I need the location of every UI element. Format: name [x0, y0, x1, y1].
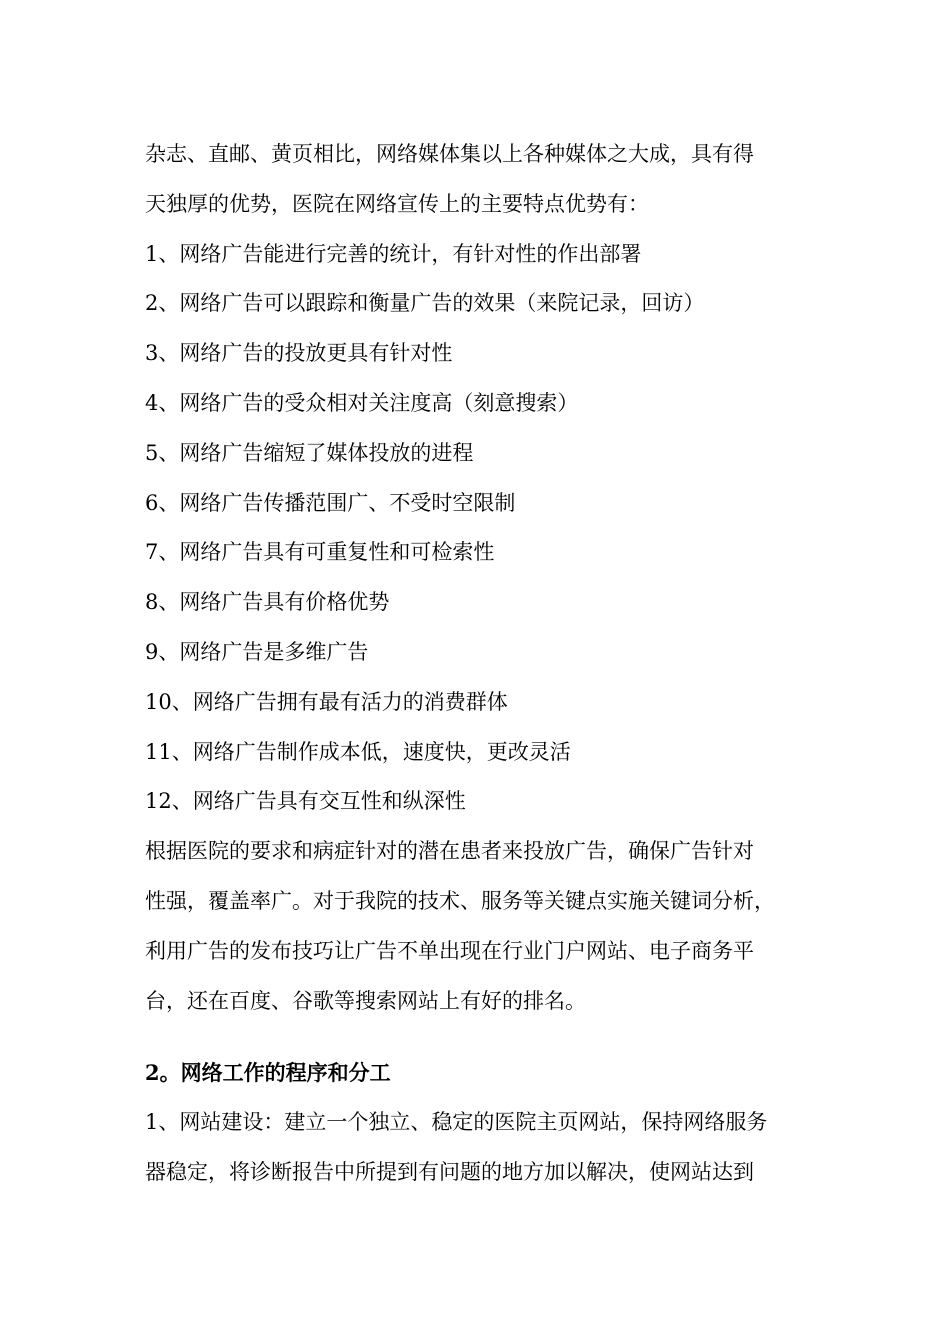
list-item: 7、网络广告具有可重复性和可检索性	[145, 540, 495, 565]
list-item: 3、网络广告的投放更具有针对性	[145, 341, 453, 366]
advantages-list	[145, 230, 835, 828]
text-line: 利用广告的发布技巧让广告不单出现在行业门户网站、电子商务平	[145, 938, 754, 963]
document-body	[145, 130, 835, 1198]
list-item: 5、网络广告缩短了媒体投放的进程	[145, 440, 474, 465]
text-line: 性强，覆盖率广。对于我院的技术、服务等关键点实施关键词分析，	[145, 888, 775, 913]
list-item: 2、网络广告可以跟踪和衡量广告的效果（来院记录，回访）	[145, 291, 705, 316]
text-line: 器稳定，将诊断报告中所提到有问题的地方加以解决，使网站达到	[145, 1159, 754, 1184]
list-item: 11、网络广告制作成本低，速度快，更改灵活	[145, 739, 571, 764]
paragraph-spacer	[145, 1026, 835, 1048]
list-item: 9、网络广告是多维广告	[145, 639, 369, 664]
list-item: 1、网络广告能进行完善的统计，有针对性的作出部署	[145, 241, 642, 266]
text-line: 根据医院的要求和病症针对的潜在患者来投放广告，确保广告针对	[145, 839, 754, 864]
text-line: 杂志、直邮、黄页相比，网络媒体集以上各种媒体之大成，具有得	[145, 142, 754, 166]
text-line: 台，还在百度、谷歌等搜索网站上有好的排名。	[145, 988, 586, 1013]
list-item: 8、网络广告具有价格优势	[145, 590, 390, 615]
list-item: 4、网络广告的受众相对关注度高（刻意搜索）	[145, 390, 579, 415]
section2-paragraph	[145, 1098, 835, 1198]
text-line: 天独厚的优势，医院在网络宣传上的主要特点优势有：	[145, 191, 649, 216]
list-item: 6、网络广告传播范围广、不受时空限制	[145, 490, 516, 515]
list-item: 12、网络广告具有交互性和纵深性	[145, 789, 466, 814]
list-item: 10、网络广告拥有最有活力的消费群体	[145, 689, 508, 714]
text-line: 1、网站建设：建立一个独立、稳定的医院主页网站，保持网络服务	[145, 1110, 768, 1135]
intro-paragraph	[145, 130, 835, 230]
section-heading: 2。网络工作的程序和分工	[145, 1060, 391, 1086]
strategy-paragraph	[145, 827, 835, 1026]
